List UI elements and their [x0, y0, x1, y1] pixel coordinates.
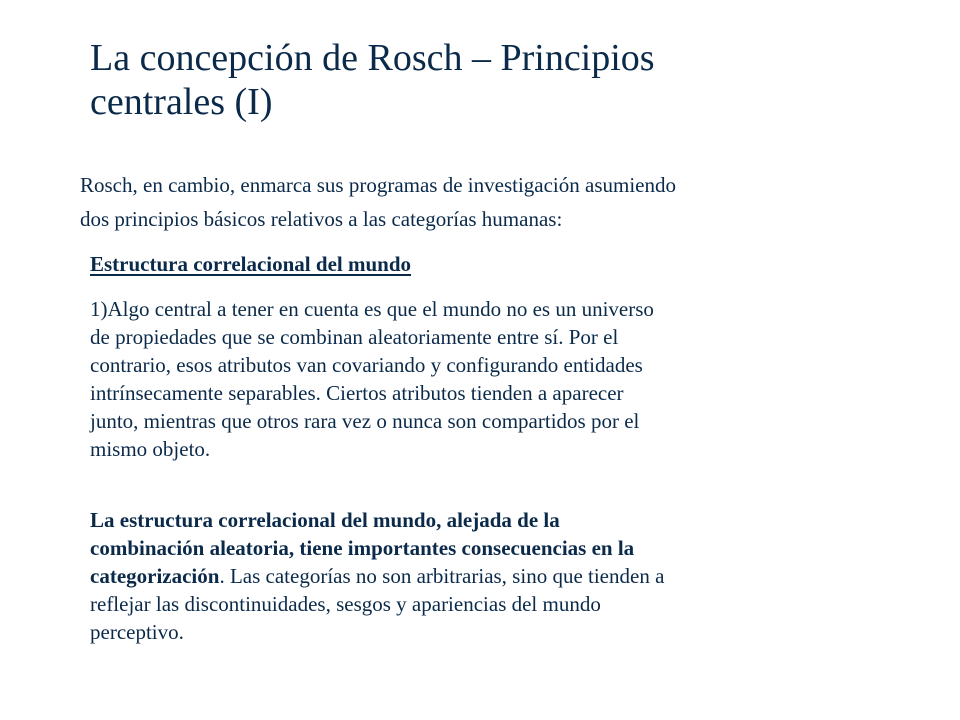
intro-line-2: dos principios básicos relativos a las categorías humanas: — [80, 207, 563, 231]
slide-title — [90, 36, 910, 124]
section-heading: Estructura correlacional del mundo — [90, 252, 412, 276]
consequence-line-1: La estructura correlacional del mundo, alejada de la — [90, 508, 560, 532]
principle-1-line-6: mismo objeto. — [90, 437, 211, 461]
intro-paragraph — [80, 168, 880, 236]
consequence-line-5: perceptivo. — [90, 620, 184, 644]
consequence-line-4: reflejar las discontinuidades, sesgos y apariencias del mundo — [90, 592, 601, 616]
principle-1-paragraph — [90, 295, 850, 463]
consequence-line-3-rest: . Las categorías no son arbitrarias, sino que tienden a — [219, 564, 665, 588]
slide-title-line-2: centrales (I) — [90, 81, 273, 123]
consequence-paragraph — [90, 506, 850, 646]
intro-line-1: Rosch, en cambio, enmarca sus programas de investigación asumiendo — [80, 173, 676, 197]
principle-1-line-3: contrario, esos atributos van covariando y configurando entidades — [90, 353, 643, 377]
principle-1-line-4: intrínsecamente separables. Ciertos atributos tienden a aparecer — [90, 381, 624, 405]
slide-title-line-1: La concepción de Rosch – Principios — [90, 37, 655, 79]
principle-1-line-5: junto, mientras que otros rara vez o nunca son compartidos por el — [90, 409, 640, 433]
consequence-line-2: combinación aleatoria, tiene importantes consecuencias en la — [90, 536, 635, 560]
principle-1-line-1: 1)Algo central a tener en cuenta es que el mundo no es un universo — [90, 297, 654, 321]
consequence-line-3-bold: categorización — [90, 564, 220, 588]
principle-1-line-2: de propiedades que se combinan aleatoriamente entre sí. Por el — [90, 325, 619, 349]
consequence-line-3 — [90, 562, 850, 590]
